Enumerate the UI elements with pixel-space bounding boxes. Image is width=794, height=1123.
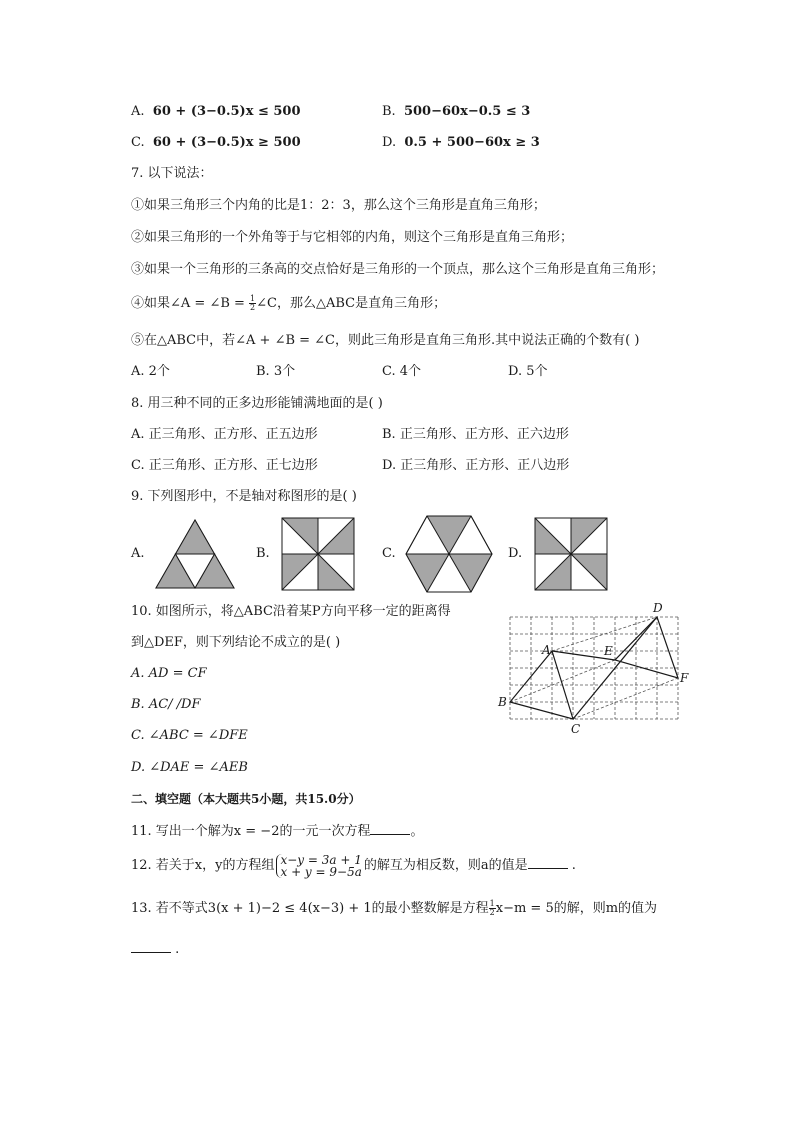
- figure-d-square[interactable]: [534, 517, 608, 591]
- q6-option-a[interactable]: A. 60 + (3−0.5)x ≤ 500: [131, 104, 301, 119]
- q7-statement-2: ②如果三角形的一个外角等于与它相邻的内角，则这个三角形是直角三角形；: [131, 230, 574, 245]
- q7-option-c[interactable]: C. 4个: [382, 364, 422, 379]
- q7-statement-3: ③如果一个三角形的三条高的交点恰好是三角形的一个顶点，那么这个三角形是直角三角形；: [131, 262, 665, 277]
- point-label-a: A: [542, 643, 551, 657]
- q8-option-c[interactable]: C. 正三角形、正方形、正七边形: [131, 458, 318, 473]
- q8-option-b[interactable]: B. 正三角形、正方形、正六边形: [382, 427, 569, 442]
- q10-option-d[interactable]: D. ∠DAE = ∠AEB: [131, 760, 248, 775]
- q11: 11. 写出一个解为x = −2的一元一次方程 。: [131, 824, 424, 839]
- q9-stem: 9. 下列图形中，不是轴对称图形的是( ): [131, 489, 357, 504]
- q13-answer-blank[interactable]: [131, 940, 171, 953]
- q7-option-d[interactable]: D. 5个: [508, 364, 548, 379]
- q8-option-d[interactable]: D. 正三角形、正方形、正八边形: [382, 458, 570, 473]
- q13: 13. 若不等式3(x + 1)−2 ≤ 4(x−3) + 1的最小整数解是方程 $\frac{1}{2}$ x−m = 5的解，则m的值为: [131, 899, 658, 917]
- q10-translation-figure: [496, 600, 696, 738]
- q10-option-c[interactable]: C. ∠ABC = ∠DFE: [131, 728, 248, 743]
- q9-option-b-label[interactable]: B.: [256, 546, 270, 561]
- q7-statement-5: ⑤在△ABC中，若∠A + ∠B = ∠C，则此三角形是直角三角形.其中说法正确的个数有( ): [131, 333, 640, 348]
- q10-option-a[interactable]: A. AD = CF: [131, 666, 207, 681]
- point-label-e: E: [604, 644, 613, 658]
- point-label-b: B: [498, 695, 507, 709]
- q7-statement-4: ④如果∠A = ∠B = $\frac{1}{2}$ ∠C，那么△ABC是直角三角形；: [131, 294, 447, 312]
- q12: 12. 若关于x，y的方程组 x−y = 3a + 1 x + y = 9−5a 的解互为相反数，则a的值是 .: [131, 852, 576, 879]
- q10-stem-line-1: 10. 如图所示，将△ABC沿着某P方向平移一定的距离得: [131, 604, 451, 619]
- q6-option-b-text: 500−60x−0.5 ≤ 3: [403, 104, 531, 119]
- point-label-f: F: [680, 671, 689, 685]
- q6-option-c-text: 60 + (3−0.5)x ≥ 500: [152, 135, 301, 150]
- q10-option-b[interactable]: B. AC/ /DF: [131, 697, 201, 712]
- q6-option-b[interactable]: B. 500−60x−0.5 ≤ 3: [382, 104, 531, 119]
- fraction-half: $\frac{1}{2}$: [489, 899, 495, 917]
- q9-option-d-label[interactable]: D.: [508, 546, 523, 561]
- q7-option-a[interactable]: A. 2个: [131, 364, 170, 379]
- fraction-half: $\frac{1}{2}$: [250, 294, 256, 312]
- dashed-grid: [510, 617, 678, 719]
- q7-statement-1: ①如果三角形三个内角的比是1：2：3，那么这个三角形是直角三角形；: [131, 198, 546, 213]
- section-title: 二、填空题（本大题共5小题，共15.0分）: [131, 792, 361, 806]
- q7-stem: 7. 以下说法：: [131, 166, 213, 181]
- q10-stem-line-2: 到△DEF，则下列结论不成立的是( ): [131, 635, 341, 650]
- q6-option-a-text: 60 + (3−0.5)x ≤ 500: [152, 104, 301, 119]
- point-label-d: D: [653, 601, 663, 615]
- q8-stem: 8. 用三种不同的正多边形能铺满地面的是( ): [131, 396, 383, 411]
- q6-option-d[interactable]: D. 0.5 + 500−60x ≥ 3: [382, 135, 540, 150]
- equation-system: x−y = 3a + 1 x + y = 9−5a: [276, 854, 361, 878]
- q13-answer-line: .: [131, 940, 179, 958]
- figure-a-triangle[interactable]: [154, 518, 236, 590]
- figure-b-square[interactable]: [281, 517, 355, 591]
- q11-answer-blank[interactable]: [370, 822, 410, 835]
- q8-option-a[interactable]: A. 正三角形、正方形、正五边形: [131, 427, 318, 442]
- q6-option-d-text: 0.5 + 500−60x ≥ 3: [404, 135, 540, 150]
- q9-option-a-label[interactable]: A.: [131, 546, 145, 561]
- q6-option-c[interactable]: C. 60 + (3−0.5)x ≥ 500: [131, 135, 301, 150]
- point-label-c: C: [571, 722, 581, 736]
- q9-option-c-label[interactable]: C.: [382, 546, 396, 561]
- q7-option-b[interactable]: B. 3个: [256, 364, 296, 379]
- figure-c-hexagon[interactable]: [404, 514, 494, 594]
- q12-answer-blank[interactable]: [528, 856, 568, 869]
